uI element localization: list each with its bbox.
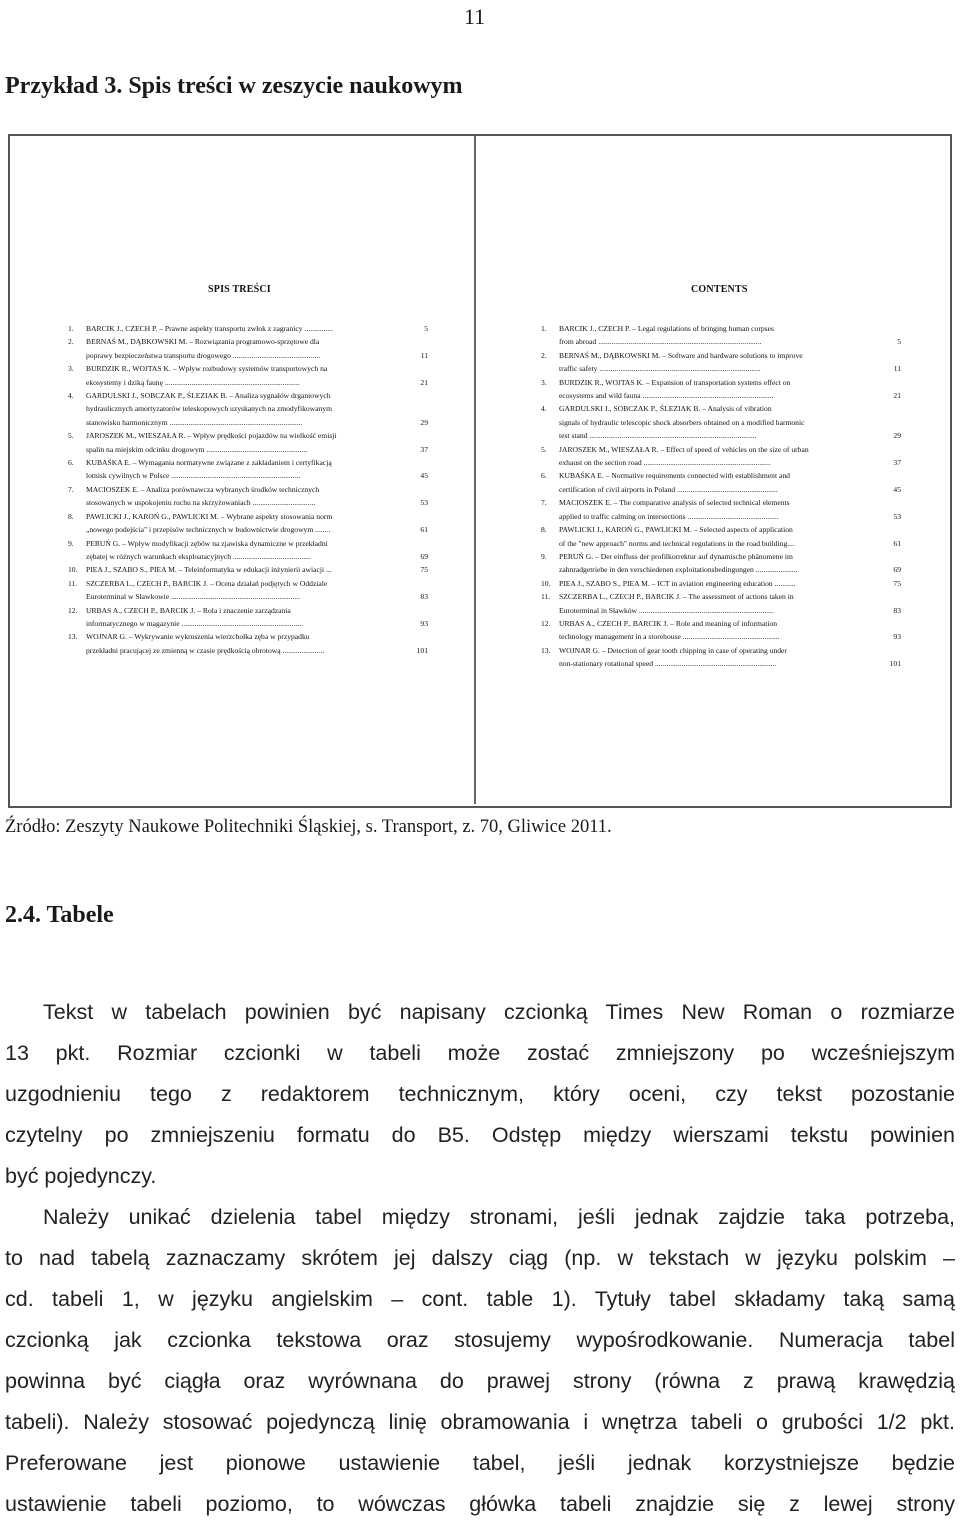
body-line: czcionką jak czcionka tekstowa oraz stosujemy wypośrodkowanie. Numeracja tabel bbox=[5, 1328, 955, 1352]
toc-entry-text: traffic safety ..................................................................................... bbox=[559, 364, 761, 374]
toc-entry-page: 93 bbox=[893, 632, 901, 642]
toc-entry bbox=[68, 335, 428, 362]
toc-entry-text: BERNAŚ M., DĄBKOWSKI M. – Rozwiązania programowo-sprzętowe dla bbox=[86, 337, 320, 347]
toc-entry bbox=[68, 537, 428, 564]
toc-entry-page: 53 bbox=[893, 511, 901, 521]
toc-entry-page: 69 bbox=[420, 551, 428, 561]
toc-entry bbox=[541, 617, 901, 644]
toc-entry-text: Euroterminal in Sławków ....................................................................... bbox=[559, 605, 774, 615]
toc-entry bbox=[68, 604, 428, 631]
toc-entry-text: PIEA J., SZABO S., PIEA M. – Teleinformatyka w edukacji inżynierii awiacji ... bbox=[86, 565, 332, 575]
toc-entry-text: MACIOSZEK E. – The comparative analysis of selected technical elements bbox=[559, 498, 790, 508]
toc-entry bbox=[541, 443, 901, 470]
toc-entry-page: 21 bbox=[893, 391, 901, 401]
toc-entry-text: technology management in a storehouse ................................................... bbox=[559, 632, 780, 642]
toc-entry-text: stanowisku harmonicznym ...................................................................... bbox=[86, 417, 303, 427]
toc-entry-text: KUBAŚKA E. – Wymagania normatywne związane z zakładaniem i certyfikacją bbox=[86, 458, 332, 468]
toc-entry-text: BURDZIK R., WOJTAS K. – Expansion of transportation systems effect on bbox=[559, 377, 791, 387]
toc-entry-text: PERUŃ G. – Der einfluss der profilkorrektur auf dynamische phänomene im bbox=[559, 551, 793, 561]
toc-entry bbox=[541, 469, 901, 496]
toc-entry-number: 13. bbox=[68, 632, 78, 642]
body-line: Preferowane jest pionowe ustawienie tabel, jeśli jednak korzystniejsze będzie bbox=[5, 1451, 955, 1475]
toc-entry-text: PIEA J., SZABO S., PIEA M. – ICT in aviation engineering education ........... bbox=[559, 578, 796, 588]
toc-entry-text: PAWLICKI J., KAROŃ G., PAWLICKI M. – Selected aspects of application bbox=[559, 525, 793, 535]
toc-entry-number: 1. bbox=[68, 324, 74, 333]
toc-entry-number: 11. bbox=[541, 592, 551, 602]
toc-entry bbox=[541, 523, 901, 550]
toc-entry-text: SZCZERBA L., CZECH P., BARCIK J. – Ocena działań podjętych w Oddziale bbox=[86, 578, 328, 588]
toc-entry-number: 12. bbox=[68, 605, 78, 615]
toc-entry-text: test stand ........................................................................................ bbox=[559, 431, 757, 441]
toc-entry-text: applied to traffic calming on intersections ................................................ bbox=[559, 511, 779, 521]
toc-entry-page: 75 bbox=[893, 578, 901, 588]
body-line: powinna być ciągła oraz wyrównana do prawej strony (równa z prawą krawędzią bbox=[5, 1369, 955, 1393]
toc-entry-number: 9. bbox=[68, 538, 74, 548]
toc-entry bbox=[68, 577, 428, 604]
toc-entry-text: BERNAŚ M., DĄBKOWSKI M. – Software and hardware solutions to improve bbox=[559, 350, 803, 360]
body-line: tabeli). Należy stosować pojedynczą linię obramowania i wnętrza tabeli o grubości 1/2 pkt. bbox=[5, 1410, 955, 1434]
body-line: Tekst w tabelach powinien być napisany czcionką Times New Roman o rozmiarze bbox=[43, 1000, 955, 1024]
toc-entry-text: PERUŃ G. – Wpływ modyfikacji zębów na zjawiska dynamiczne w przekładni bbox=[86, 538, 328, 548]
toc-entry-text: GARDULSKI J., SOBCZAK P., ŚLEZIAK B. – Analiza sygnałów drganiowych bbox=[86, 391, 331, 401]
toc-entry-text: SZCZERBA L., CZECH P., BARCIK J. – The assessment of actions taken in bbox=[559, 592, 794, 602]
body-line: cd. tabeli 1, w języku angielskim – cont. table 1). Tytuły tabel składamy taką samą bbox=[5, 1287, 955, 1311]
toc-entry-text: przekładni pracującej ze zmienną w czasie prędkością obrotową ...................... bbox=[86, 645, 325, 655]
toc-entry-page: 29 bbox=[420, 417, 428, 427]
toc-entry bbox=[68, 630, 428, 657]
toc-entry bbox=[541, 349, 901, 376]
toc-entry-text: zahnradgetriebe in den verschiedenen exploitationsbedingungen ...................... bbox=[559, 565, 798, 575]
toc-entry-page: 69 bbox=[893, 565, 901, 575]
toc-entry-page: 93 bbox=[420, 618, 428, 628]
toc-entry-text: exhaust on the section road ................................................................... bbox=[559, 458, 771, 468]
toc-entry-text: zębatej w różnych warunkach eksploatacyjnych ......................................... bbox=[86, 551, 311, 561]
body-line: czytelny po zmniejszeniu formatu do B5. Odstęp między wierszami tekstu powinien bbox=[5, 1123, 955, 1147]
toc-entry-text: poprawy bezpieczeństwa transportu drogowego .............................................. bbox=[86, 350, 321, 360]
page-number: 11 bbox=[464, 4, 486, 29]
toc-entry-text: BURDZIK R., WOJTAS K. – Wpływ rozbudowy systemów transportowych na bbox=[86, 364, 328, 374]
scanned-toc-image bbox=[8, 134, 952, 806]
toc-entry-text: lotnisk cywilnych w Polsce .................................................................... bbox=[86, 471, 301, 481]
toc-entry-number: 8. bbox=[68, 511, 74, 521]
toc-entry-number: 9. bbox=[541, 551, 547, 561]
section-title: 2.4. Tabele bbox=[5, 902, 114, 928]
toc-entry-text: PAWLICKI J., KAROŃ G., PAWLICKI M. – Wybrane aspekty stosowania norm bbox=[86, 511, 333, 521]
toc-entry-number: 2. bbox=[541, 350, 547, 360]
toc-entry-number: 3. bbox=[68, 364, 74, 374]
toc-entry-page: 101 bbox=[889, 659, 901, 669]
toc-entry-page: 61 bbox=[893, 538, 901, 548]
toc-entry bbox=[541, 322, 901, 349]
example-title: Przykład 3. Spis treści w zeszycie naukowym bbox=[5, 73, 463, 99]
toc-entry-text: Euroterminal w Sławkowie .................................................................... bbox=[86, 592, 301, 602]
toc-entry-text: from abroad ...................................................................................... bbox=[559, 337, 762, 347]
toc-entry-text: URBAS A., CZECH P., BARCIK J. – Role and meaning of information bbox=[559, 618, 778, 628]
toc-entry-number: 1. bbox=[541, 324, 547, 333]
toc-polish-list bbox=[68, 322, 428, 657]
toc-entry-text: signals of hydraulic telescopic shock absorbers obtained on a modified harmonic bbox=[559, 417, 805, 427]
source-line: Źródło: Zeszyty Naukowe Politechniki Śląskiej, s. Transport, z. 70, Gliwice 2011. bbox=[5, 817, 612, 837]
toc-entry-text: spalin na miejskim odcinku drogowym ..................................................... bbox=[86, 444, 308, 454]
toc-entry-text: informatycznego w magazynie ................................................................ bbox=[86, 618, 304, 628]
toc-entry bbox=[68, 429, 428, 456]
toc-entry-page: 101 bbox=[416, 645, 428, 655]
toc-entry-page: 11 bbox=[420, 350, 428, 360]
toc-entry-text: JAROSZEK M., WIESZAŁA R. – Effect of speed of vehicles on the size of urban bbox=[559, 444, 809, 454]
toc-entry bbox=[68, 322, 428, 335]
toc-entry bbox=[68, 456, 428, 483]
toc-entry-number: 7. bbox=[68, 484, 74, 494]
toc-entry-text: BARCIK J., CZECH P. – Legal regulations of bringing human corpses bbox=[559, 324, 774, 333]
toc-entry bbox=[541, 590, 901, 617]
toc-entry-number: 8. bbox=[541, 525, 547, 535]
toc-entry bbox=[68, 389, 428, 429]
body-line: Należy unikać dzielenia tabel między stronami, jeśli jednak zajdzie taka potrzeba, bbox=[43, 1205, 955, 1229]
body-line: 13 pkt. Rozmiar czcionki w tabeli może zostać zmniejszony po wcześniejszym bbox=[5, 1041, 955, 1065]
toc-entry-text: WOJNAR G. – Detection of gear tooth chipping in case of operating under bbox=[559, 645, 787, 655]
toc-entry-page: 61 bbox=[420, 525, 428, 535]
toc-entry bbox=[68, 483, 428, 510]
toc-entry-page: 5 bbox=[897, 337, 901, 347]
toc-entry-number: 5. bbox=[68, 431, 74, 441]
toc-entry-text: certification of civil airports in Poland ..................................................... bbox=[559, 484, 778, 494]
body-line: być pojedynczy. bbox=[5, 1164, 157, 1188]
toc-entry-text: stosowanych w uspokojeniu ruchu na skrzyżowaniach ................................. bbox=[86, 498, 316, 508]
toc-entry-text: JAROSZEK M., WIESZAŁA R. – Wpływ prędkości pojazdów na wielkość emisji bbox=[86, 431, 337, 441]
toc-entry bbox=[541, 644, 901, 671]
toc-entry-number: 7. bbox=[541, 498, 547, 508]
toc-entry-text: WOJNAR G. – Wykrywanie wykruszenia wierzchołka zęba w przypadku bbox=[86, 632, 310, 642]
toc-entry-page: 75 bbox=[420, 565, 428, 575]
scan-divider bbox=[474, 136, 476, 804]
toc-entry-page: 29 bbox=[893, 431, 901, 441]
toc-entry-number: 6. bbox=[68, 458, 74, 468]
body-line: to nad tabelą zaznaczamy skrótem jej dalszy ciąg (np. w tekstach w języku polskim – bbox=[5, 1246, 955, 1270]
toc-english-list bbox=[541, 322, 901, 671]
toc-entry-page: 53 bbox=[420, 498, 428, 508]
toc-entry-text: hydraulicznych amortyzatorów teleskopowych uzyskanych na zmodyfikowanym bbox=[86, 404, 333, 414]
toc-entry-text: ekosystemy i dziką faunę ....................................................................... bbox=[86, 377, 300, 387]
toc-entry-number: 10. bbox=[541, 578, 551, 588]
toc-entry-number: 5. bbox=[541, 444, 547, 454]
toc-entry bbox=[68, 510, 428, 537]
toc-entry-page: 37 bbox=[893, 458, 901, 468]
toc-entry bbox=[68, 563, 428, 576]
toc-entry-number: 6. bbox=[541, 471, 547, 481]
toc-entry bbox=[541, 496, 901, 523]
toc-entry-page: 45 bbox=[420, 471, 428, 481]
toc-entry bbox=[541, 550, 901, 577]
toc-entry-number: 2. bbox=[68, 337, 74, 347]
body-line: ustawienie tabeli poziomo, to wówczas główka tabeli znajdzie się z lewej strony bbox=[5, 1492, 955, 1516]
toc-entry-number: 10. bbox=[68, 565, 78, 575]
toc-entry-page: 11 bbox=[893, 364, 901, 374]
toc-entry-page: 83 bbox=[420, 592, 428, 602]
toc-entry-text: „nowego podejścia" i przepisów technicznych w budownictwie drogowym ........ bbox=[86, 525, 331, 535]
toc-entry bbox=[541, 376, 901, 403]
toc-entry-text: MACIOSZEK E. – Analiza porównawcza wybranych środków technicznych bbox=[86, 484, 320, 494]
toc-entry-number: 3. bbox=[541, 377, 547, 387]
toc-entry bbox=[541, 402, 901, 442]
toc-entry-page: 5 bbox=[424, 324, 428, 333]
toc-entry bbox=[68, 362, 428, 389]
toc-entry-text: BARCIK J., CZECH P. – Prawne aspekty transportu zwłok z zagranicy ............... bbox=[86, 324, 333, 333]
body-line: uzgodnieniu tego z redaktorem technicznym, który oceni, czy tekst pozostanie bbox=[5, 1082, 955, 1106]
toc-entry-text: of the "new approach" norms and technical regulations in the road building.... bbox=[559, 538, 795, 548]
toc-entry-number: 12. bbox=[541, 618, 551, 628]
toc-entry-number: 4. bbox=[68, 391, 74, 401]
toc-entry-number: 4. bbox=[541, 404, 547, 414]
toc-entry-number: 13. bbox=[541, 645, 551, 655]
toc-entry-text: GARDULSKI J., SOBCZAK P., ŚLEZIAK B. – Analysis of vibration bbox=[559, 404, 772, 414]
toc-entry-text: non-stationary rotational speed ................................................................ bbox=[559, 659, 777, 669]
toc-entry-page: 45 bbox=[893, 484, 901, 494]
toc-english-heading: CONTENTS bbox=[691, 284, 748, 295]
toc-entry-text: URBAS A., CZECH P., BARCIK J. – Rola i znaczenie zarządzania bbox=[86, 605, 291, 615]
toc-entry-page: 37 bbox=[420, 444, 428, 454]
toc-polish-heading: SPIS TREŚCI bbox=[208, 284, 271, 295]
toc-entry-number: 11. bbox=[68, 578, 78, 588]
toc-entry-page: 21 bbox=[420, 377, 428, 387]
toc-entry-text: ecosystems and wild fauna ..................................................................... bbox=[559, 391, 774, 401]
toc-entry-text: KUBAŚKA E. – Normative requirements connected with establishment and bbox=[559, 471, 790, 481]
toc-entry-page: 83 bbox=[893, 605, 901, 615]
toc-entry bbox=[541, 577, 901, 590]
